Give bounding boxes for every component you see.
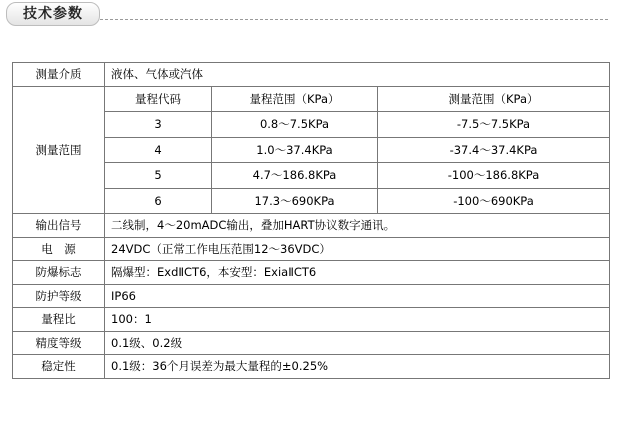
table-row xyxy=(13,261,610,285)
range-code: 3 xyxy=(105,112,212,138)
row-label: 防爆标志 xyxy=(13,261,105,285)
row-label: 防护等级 xyxy=(13,284,105,308)
range-span: 17.3～690KPa xyxy=(212,188,378,214)
row-label: 测量介质 xyxy=(13,63,105,87)
row-label: 稳定性 xyxy=(13,355,105,379)
range-span: 1.0～37.4KPa xyxy=(212,137,378,163)
range-span: 4.7～186.8KPa xyxy=(212,163,378,189)
table-row xyxy=(13,237,610,261)
column-header: 量程范围（KPa） xyxy=(212,86,378,112)
range-code: 5 xyxy=(105,163,212,189)
dashed-divider xyxy=(100,19,608,20)
column-header: 量程代码 xyxy=(105,86,212,112)
table-row xyxy=(13,214,610,238)
row-label: 电 源 xyxy=(13,237,105,261)
row-label: 测量范围 xyxy=(13,86,105,214)
row-value: 液体、气体或汽体 xyxy=(105,63,610,87)
table-row xyxy=(13,284,610,308)
range-span: 0.8～7.5KPa xyxy=(212,112,378,138)
table-row xyxy=(13,86,610,112)
table-row xyxy=(13,308,610,332)
range-measure: -37.4～37.4KPa xyxy=(378,137,610,163)
row-value: 二线制，4～20mADC输出，叠加HART协议数字通讯。 xyxy=(105,214,610,238)
section-header xyxy=(0,0,622,30)
row-label: 精度等级 xyxy=(13,331,105,355)
row-value: 24VDC（正常工作电压范围12～36VDC） xyxy=(105,237,610,261)
column-header: 测量范围（KPa） xyxy=(378,86,610,112)
row-value: 0.1级：36个月误差为最大量程的±0.25% xyxy=(105,355,610,379)
spec-table xyxy=(12,62,610,379)
range-measure: -100～690KPa xyxy=(378,188,610,214)
row-label: 量程比 xyxy=(13,308,105,332)
range-code: 4 xyxy=(105,137,212,163)
section-title: 技术参数 xyxy=(6,2,100,26)
row-value: IP66 xyxy=(105,284,610,308)
table-row xyxy=(13,355,610,379)
row-value: 隔爆型：ExdⅡCT6，本安型：ExiaⅡCT6 xyxy=(105,261,610,285)
table-row xyxy=(13,331,610,355)
range-measure: -7.5～7.5KPa xyxy=(378,112,610,138)
range-measure: -100～186.8KPa xyxy=(378,163,610,189)
row-value: 0.1级、0.2级 xyxy=(105,331,610,355)
row-value: 100：1 xyxy=(105,308,610,332)
table-row xyxy=(13,63,610,87)
row-label: 输出信号 xyxy=(13,214,105,238)
range-code: 6 xyxy=(105,188,212,214)
